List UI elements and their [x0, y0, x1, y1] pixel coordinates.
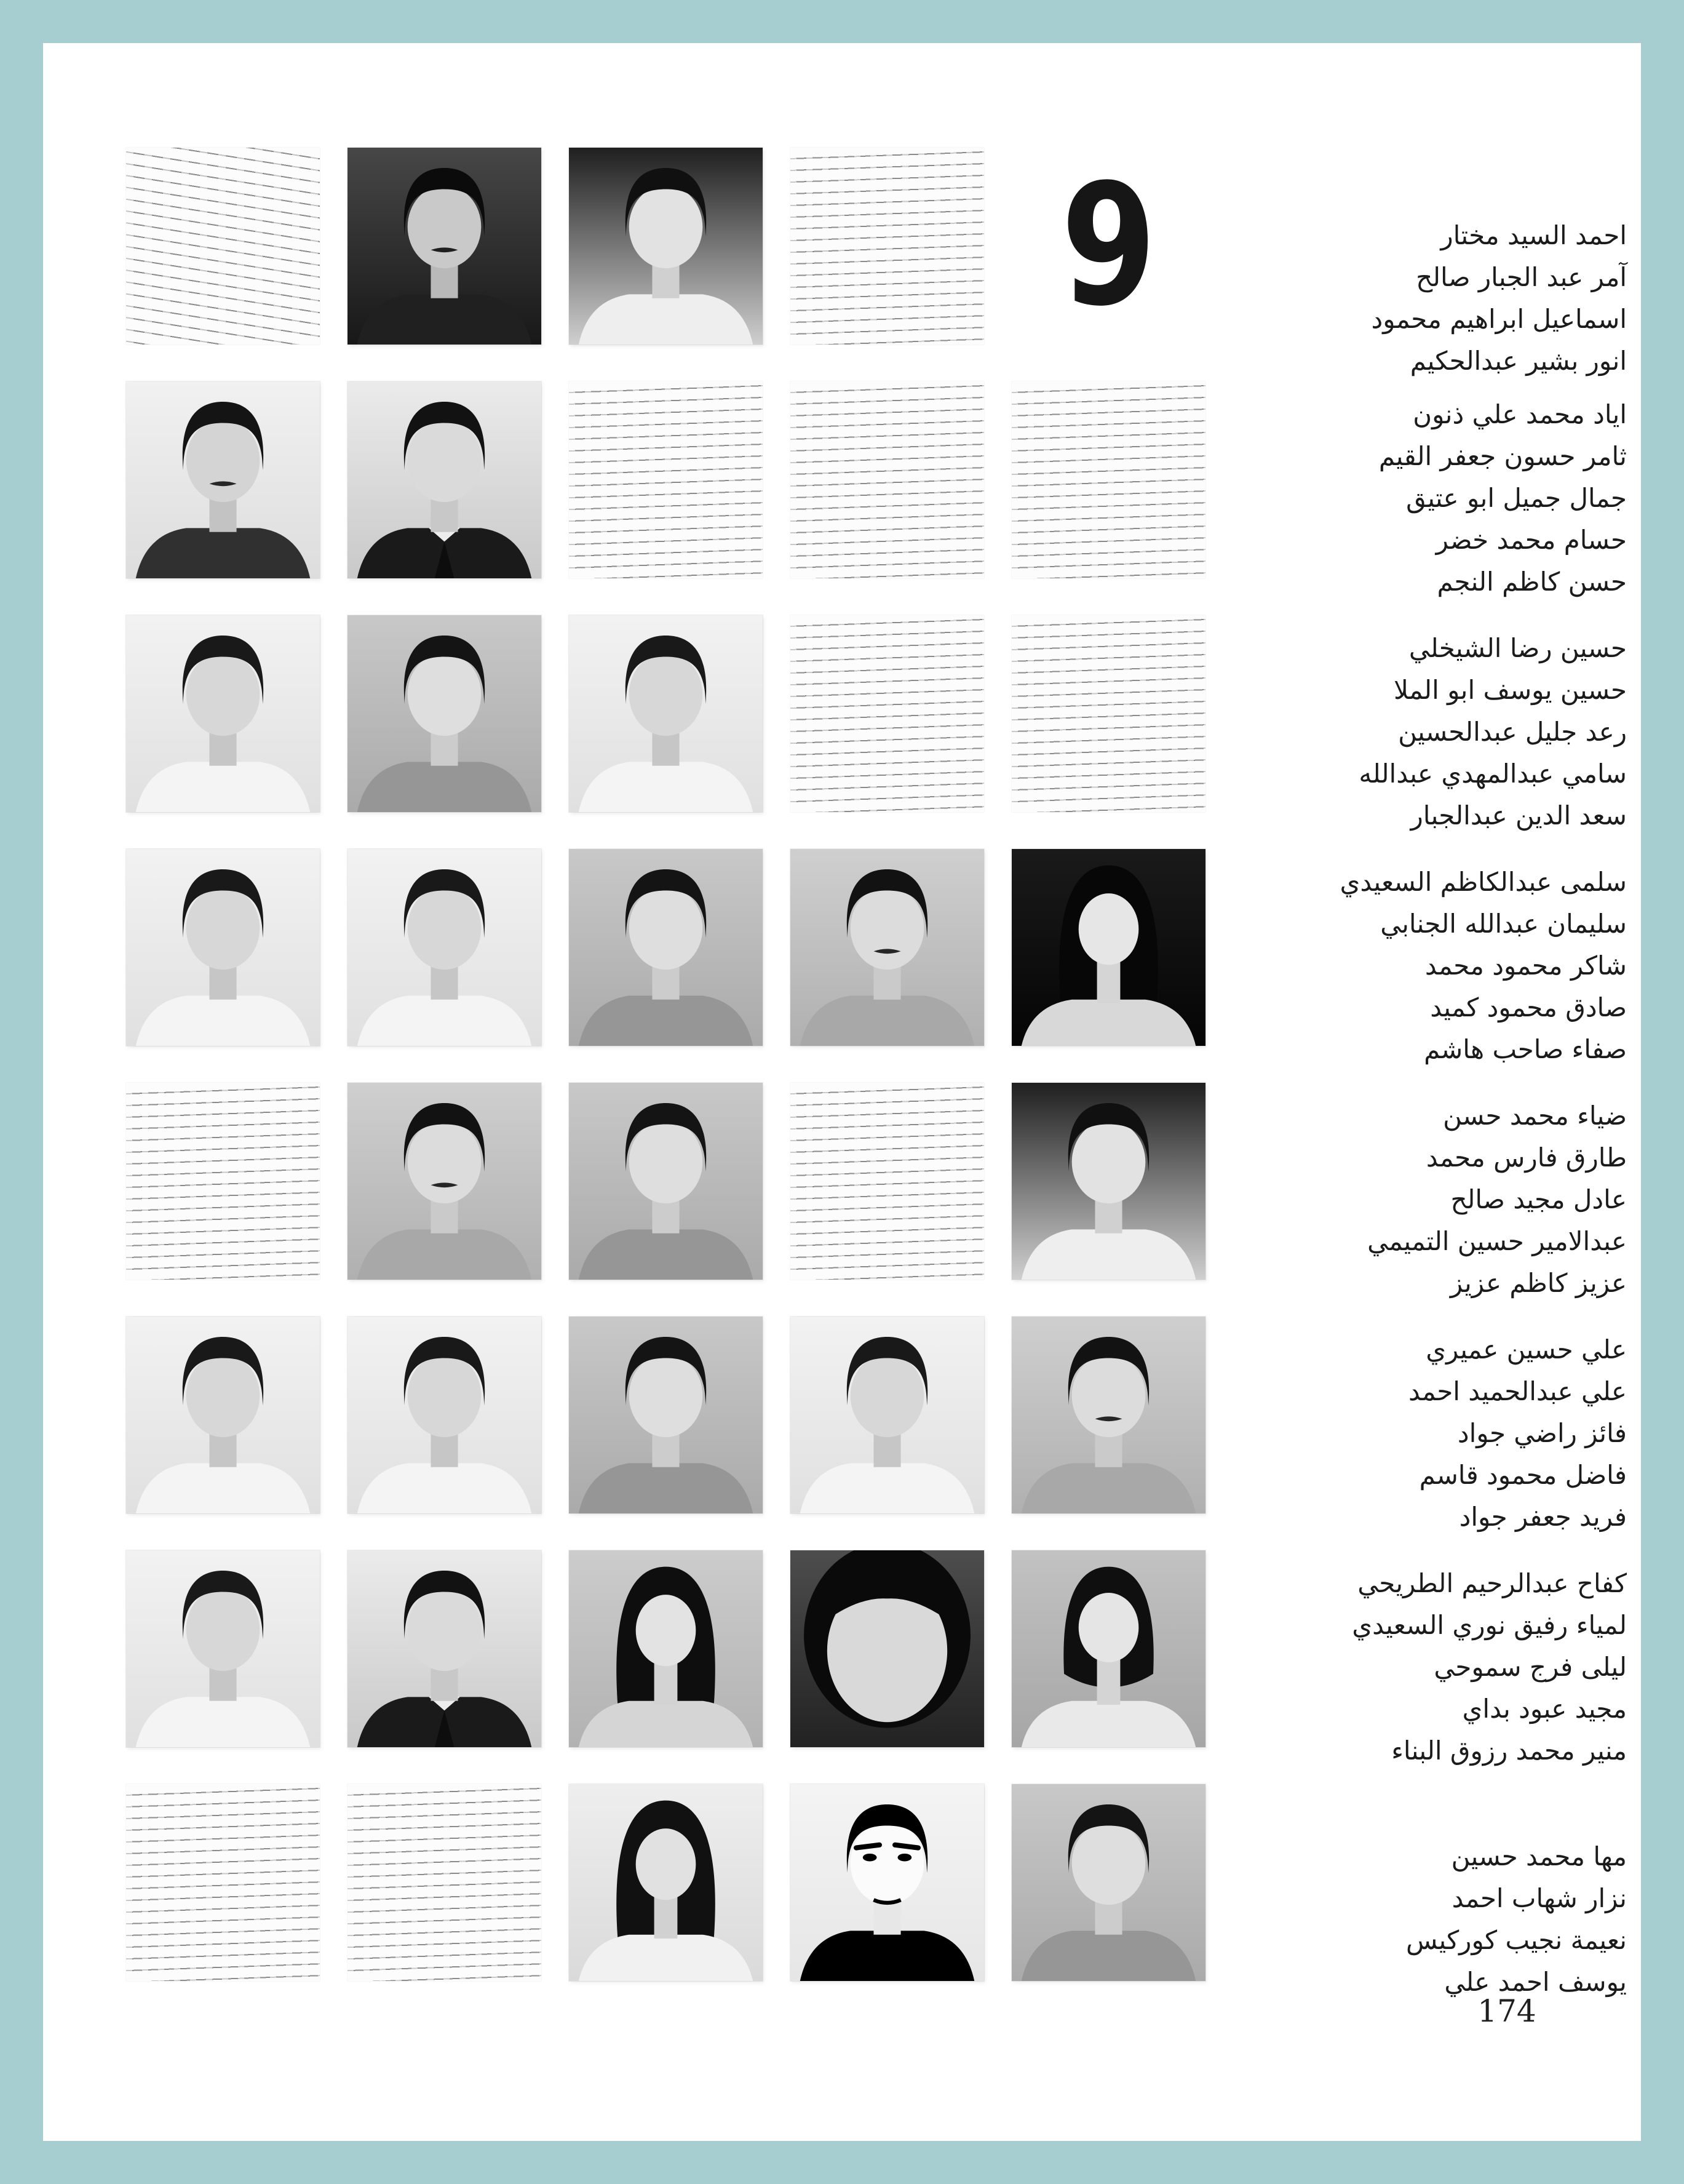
photo-grid-row: [126, 1317, 1205, 1513]
student-name: اسماعيل ابراهيم محمود: [1371, 304, 1627, 334]
portrait-male-light: [569, 615, 763, 812]
name-block: [1215, 849, 1627, 1083]
name-block: [1215, 381, 1627, 615]
student-name: حسن كاظم النجم: [1437, 567, 1627, 597]
portrait-male-dark-light: [569, 148, 763, 345]
photo-placeholder: [126, 148, 320, 345]
portrait-female-black: [1012, 849, 1205, 1046]
student-name: رعد جليل عبدالحسين: [1398, 717, 1627, 747]
portrait-male-suit: [348, 1550, 541, 1747]
photo-placeholder: [1012, 615, 1205, 812]
photo-placeholder: [1012, 381, 1205, 578]
student-name: طارق فارس محمد: [1426, 1142, 1627, 1173]
portrait-male-dark-light: [1012, 1083, 1205, 1280]
student-name: حسام محمد خضر: [1436, 525, 1627, 555]
photo-placeholder: [569, 381, 763, 578]
student-name: اياد محمد علي ذنون: [1413, 399, 1627, 429]
photo-placeholder: [790, 1083, 984, 1280]
student-name: مها محمد حسين: [1451, 1841, 1627, 1871]
portrait-male-mid-mustache: [790, 849, 984, 1046]
portrait-male-light: [790, 1317, 984, 1513]
portrait-female-mid: [569, 1550, 763, 1747]
name-block: [1215, 1083, 1627, 1317]
photo-grid-row: [126, 615, 1205, 812]
photo-placeholder: [790, 148, 984, 345]
photo-placeholder: [348, 1784, 541, 1981]
portrait-male-dark: [348, 148, 541, 345]
photo-placeholder: [790, 381, 984, 578]
student-name: ضياء محمد حسن: [1443, 1101, 1627, 1131]
portrait-male-light-jacket: [126, 381, 320, 578]
student-name: كفاح عبدالرحيم الطريحي: [1357, 1568, 1627, 1598]
student-name: صادق محمود كميد: [1430, 992, 1627, 1022]
student-name: عبدالامير حسين التميمي: [1367, 1226, 1627, 1256]
portrait-male-light: [126, 615, 320, 812]
student-name: نعيمة نجيب كوركيس: [1405, 1925, 1627, 1955]
photo-grid-row: [126, 1083, 1205, 1280]
name-block: [1215, 181, 1627, 415]
photo-placeholder: [790, 615, 984, 812]
name-block: [1215, 1550, 1627, 1784]
portrait-male-light: [348, 849, 541, 1046]
photo-grid-row: [126, 148, 1205, 345]
photo-placeholder: [126, 1784, 320, 1981]
portrait-female-closeup: [790, 1550, 984, 1747]
photo-grid-row: [126, 1784, 1205, 1981]
student-name: سامي عبدالمهدي عبدالله: [1359, 759, 1627, 789]
student-name: ليلى فرج سموحي: [1434, 1652, 1627, 1682]
portrait-female-bob: [1012, 1550, 1205, 1747]
student-name: انور بشير عبدالحكيم: [1410, 346, 1627, 376]
student-name: سعد الدين عبدالجبار: [1410, 800, 1627, 831]
student-name: صفاء صاحب هاشم: [1424, 1034, 1627, 1064]
photo-grid-row: [126, 1550, 1205, 1747]
student-name: حسين يوسف ابو الملا: [1393, 675, 1627, 705]
student-name: جمال جميل ابو عتيق: [1406, 483, 1627, 513]
student-name: نزار شهاب احمد: [1452, 1883, 1627, 1913]
names-column: [1215, 148, 1627, 2018]
student-name: فائز راضي جواد: [1457, 1418, 1627, 1448]
portrait-male-contrast: [790, 1784, 984, 1981]
name-block: [1215, 1317, 1627, 1550]
student-name: عادل مجيد صالح: [1450, 1184, 1627, 1214]
photo-grid-row: [126, 381, 1205, 578]
photo-grid: [126, 148, 1205, 1981]
portrait-male-mid: [569, 1083, 763, 1280]
student-name: سلمى عبدالكاظم السعيدي: [1340, 867, 1627, 897]
portrait-male-light: [126, 1550, 320, 1747]
student-name: حسين رضا الشيخلي: [1408, 633, 1627, 663]
portrait-male-mid: [569, 1317, 763, 1513]
portrait-male-mid: [1012, 1784, 1205, 1981]
student-name: علي عبدالحميد احمد: [1408, 1376, 1627, 1406]
portrait-male-mid: [569, 849, 763, 1046]
page-number: 174: [1477, 1993, 1536, 2029]
portrait-male-light: [126, 849, 320, 1046]
group-number: 9: [1060, 149, 1157, 343]
student-name: احمد السيد مختار: [1440, 220, 1627, 250]
portrait-male-mid-mustache: [348, 1083, 541, 1280]
student-name: يوسف احمد علي: [1444, 1967, 1627, 1997]
portrait-male-light: [348, 1317, 541, 1513]
student-name: فاضل محمود قاسم: [1419, 1460, 1627, 1490]
student-name: مجيد عبود بداي: [1462, 1694, 1627, 1724]
student-name: منير محمد رزوق البناء: [1391, 1736, 1627, 1766]
photo-grid-row: [126, 849, 1205, 1046]
student-name: ثامر حسون جعفر القيم: [1378, 441, 1627, 471]
portrait-male-mid: [348, 615, 541, 812]
student-name: فريد جعفر جواد: [1459, 1502, 1627, 1532]
student-name: عزيز كاظم عزيز: [1450, 1268, 1627, 1298]
photo-placeholder: [126, 1083, 320, 1280]
student-name: علي حسين عميري: [1426, 1334, 1627, 1365]
student-name: شاكر محمود محمد: [1424, 951, 1627, 981]
student-name: لمياء رفيق نوري السعيدي: [1352, 1610, 1627, 1640]
student-name: آمر عبد الجبار صالح: [1416, 262, 1627, 292]
paper: [43, 43, 1641, 2141]
portrait-male-mid-mustache: [1012, 1317, 1205, 1513]
group-number-cell: [1012, 148, 1205, 345]
portrait-female-light: [569, 1784, 763, 1981]
portrait-male-suit: [348, 381, 541, 578]
name-block: [1215, 615, 1627, 849]
portrait-male-light: [126, 1317, 320, 1513]
student-name: سليمان عبدالله الجنابي: [1380, 909, 1627, 939]
